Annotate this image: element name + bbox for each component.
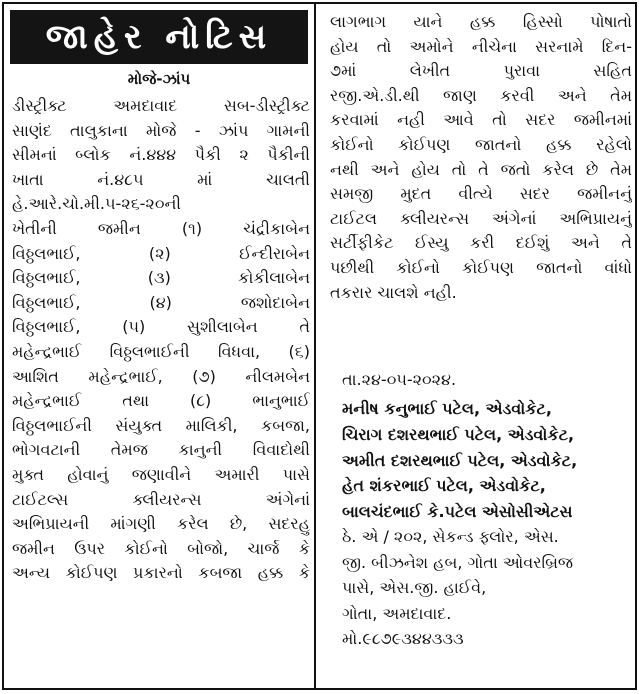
body-line: વિઠ્ઠલભાઈની સંયુક્ત માલિકી, કબજા,	[12, 415, 310, 435]
body-line: પછીથી કોઈનો કોઈપણ જાતનો વાંધો	[330, 257, 632, 277]
public-notice	[2, 2, 637, 690]
body-line: વિઠ્ઠલભાઈ, (૪) જશોદાબેન	[12, 292, 310, 312]
body-line: લાગભાગ યાને હક્ક હિસ્સો પોષાતો	[330, 12, 632, 31]
body-line: વિઠ્ઠલભાઈ, (૫) સુશીલાબેન તે	[12, 317, 310, 337]
body-line: સીમનાં બ્લોક નં.૪૪૪ પૈકી ૨ પૈકીની	[12, 145, 310, 165]
body-line: ટાઈટલ ક્લીયરન્સ અંગેનાં અભિપ્રાયનું	[330, 208, 632, 228]
body-line: તકરાર ચાલશે નહી.	[330, 282, 457, 302]
address	[342, 524, 638, 652]
body-line: ડીસ્ટ્રીક્ટ અમદાવાદ સબ-ડીસ્ટ્રીક્ટ	[12, 96, 310, 115]
left-column	[4, 4, 314, 688]
column-divider	[314, 4, 316, 688]
body-line: નથી અને હોય તો તે જતો કરેલ છે તેમ	[330, 159, 632, 179]
body-line: રજી.એ.ડી.થી જાણ કરવી અને તેમ	[330, 85, 632, 105]
address-line: પાસે, એસ.જી. હાઈવે,	[342, 578, 487, 598]
notice-date: તા.૨૪-૦૫-૨૦૨૪.	[342, 370, 457, 389]
body-line: મહેન્દ્રભાઈ તથા (૮) ભાનુભાઈ	[12, 391, 310, 411]
body-line: મહેન્દ્રભાઈ વિઠ્ઠલભાઈની વિધવા, (૬)	[12, 341, 310, 361]
address-line: ગોતા, અમદાવાદ.	[342, 603, 452, 623]
signatory-line: હેત શંકરભાઈ પટેલ, એડવોકેટ,	[342, 476, 546, 496]
body-line: ખેતીની જમીન (૧) ચંદ્રીકાબેન	[12, 218, 310, 238]
signatory-line: બાલચંદભાઈ કે.પટેલ એસોસીએટસ	[342, 502, 573, 522]
village-heading: મોજે-ઝાંપ	[127, 70, 191, 88]
body-line: ટાઈટલ્સ ક્લીયરન્સ અંગેનાં	[12, 489, 310, 509]
body-line: સાણંદ તાલુકાના મોજે - ઝાંપ ગામની	[12, 120, 310, 140]
body-line: સર્ટીફીકેટ ઈસ્યુ કરી દઈશું અને તે	[330, 233, 632, 253]
notice-title: જાહેર નોટિસ	[10, 10, 308, 64]
address-line: જી. બીઝનેશ હબ, ગોતા ઓવરબ્રિજ	[342, 552, 574, 572]
body-line: વિઠ્ઠલભાઈ, (૩) કોકીલાબેન	[12, 268, 310, 288]
body-line: હે.આરે.ચો.મી.૫-૨૬-૨૦ની	[12, 194, 181, 214]
notice-body-right	[330, 10, 632, 305]
right-column	[318, 4, 635, 688]
body-line: અભિપ્રાયની માંગણી કરેલ છે, સદરહુ	[12, 514, 310, 534]
body-line: મુક્ત હોવાનું જણાવીને અમારી પાસે	[12, 464, 310, 484]
body-line: અન્ય કોઈપણ પ્રકારનો કબજા હક્ક કે	[12, 563, 310, 583]
signatories	[342, 396, 638, 525]
body-line: આશિત મહેન્દ્રભાઈ, (૭) નીલમબેન	[12, 366, 310, 386]
address-line: મો.૯૮૭૯૩૪૪૩૩૩	[342, 629, 464, 649]
body-line: ભોગવટાની તેમજ કાનુની વિવાદોથી	[12, 440, 310, 460]
notice-body-left	[12, 94, 310, 586]
signatory-line: ચિરાગ દશરથભાઈ પટેલ, એડવોકેટ,	[342, 424, 575, 444]
body-line: ૭માં લેખીત પુરાવા સહિત	[330, 61, 632, 81]
body-line: વિઠ્ઠલભાઈ, (૨) ઈન્દીરાબેન	[12, 243, 310, 263]
address-line: ઠે. એ / ૨૦૨, સેકન્ડ ફ્લોર, એસ.	[342, 527, 559, 546]
body-line: સમજી મુદત વીત્યે સદર જમીનનું	[330, 184, 632, 204]
body-line: હોય તો અમોને નીચેના સરનામે દિન-	[330, 36, 632, 56]
body-line: કરવામાં નહી આવે તો સદર જમીનમાં	[330, 110, 632, 130]
body-line: જમીન ઉપર કોઈનો બોજો, ચાર્જ કે	[12, 538, 310, 558]
signatory-line: અમીત દશરથભાઈ પટેલ, એડવોકેટ,	[342, 450, 578, 470]
body-line: ખાતા નં.૪૮૫ માં ચાલતી	[12, 169, 310, 189]
signatory-line: મનીષ કનુભાઈ પટેલ, એડવોકેટ,	[342, 399, 552, 418]
body-line: કોઈનો કોઈપણ જાતનો હક્ક રહેલો	[330, 134, 632, 154]
